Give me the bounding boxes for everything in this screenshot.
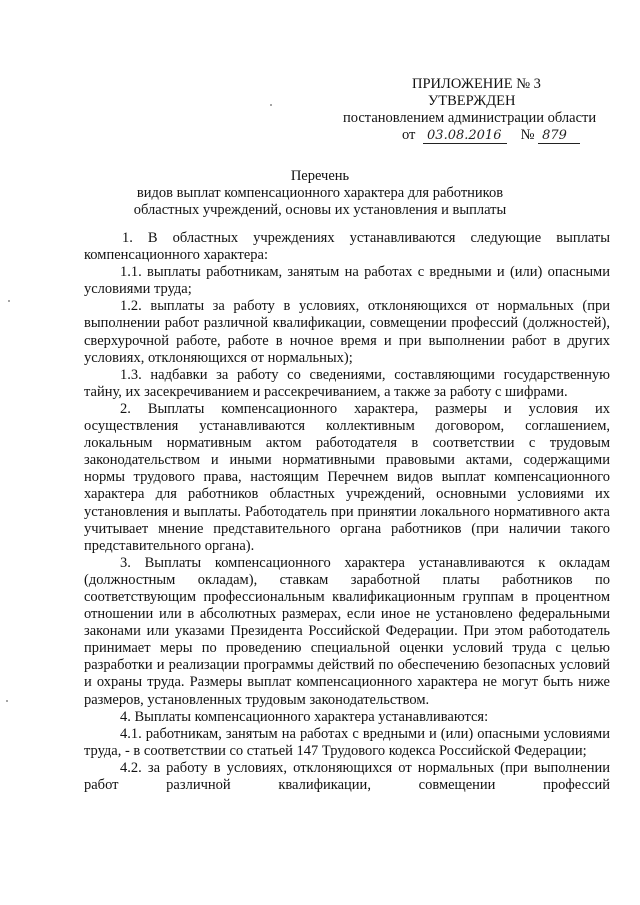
paragraph-4-1: 4.1. работникам, занятым на работах с вредными и (или) опасными условиями труда, - в соответствии со статьей 147 Трудового кодекса Российской Федерации; bbox=[84, 725, 610, 759]
scan-speck bbox=[270, 104, 272, 106]
appendix-label: ПРИЛОЖЕНИЕ № 3 bbox=[412, 76, 541, 92]
title-heading: Перечень bbox=[290, 168, 350, 184]
paragraph-4-2: 4.2. за работу в условиях, отклоняющихся от нормальных (при выполнении работ различной квалификации, совмещении профессий bbox=[84, 759, 610, 793]
scan-speck bbox=[6, 700, 8, 702]
paragraph-2: 2. Выплаты компенсационного характера, размеры и условия их осуществления устанавливаются коллективным договором, соглашением, локальным нормативным актом работодателя в соответствии с трудовым законодательством и иными нормативными правовыми актами, содержащими нормы трудового права, настоящим Перечнем видов выплат компенсационного характера для работников областных учреждений, основными условиями их установления и выплаты. Работодатель при принятии локального нормативного акта учитывает мнение представительного органа работников (при наличии такого представительного органа). bbox=[84, 400, 610, 554]
approved-label: УТВЕРЖДЕН bbox=[428, 93, 516, 109]
paragraph-1-2: 1.2. выплаты за работу в условиях, отклоняющихся от нормальных (при выполнении работ различной квалификации, совмещении профессий (должностей), сверхурочной работе, работе в ночное время и при выполнении работ в других условиях, отклоняющихся от нормальных); bbox=[84, 298, 610, 366]
document-body bbox=[84, 230, 610, 794]
paragraph-1-3: 1.3. надбавки за работу со сведениями, составляющими государственную тайну, их засекречиванием и рассекречиванием, а также за работу с шифрами. bbox=[84, 366, 610, 400]
paragraph-1: 1. В областных учреждениях устанавливаются следующие выплаты компенсационного характера: bbox=[84, 230, 610, 264]
handwritten-date: 03.08.2016 bbox=[423, 129, 507, 144]
paragraph-4: 4. Выплаты компенсационного характера устанавливаются: bbox=[120, 708, 489, 725]
resolution-text: постановлением администрации области bbox=[343, 110, 597, 126]
paragraph-1-1: 1.1. выплаты работникам, занятым на работах с вредными и (или) опасными условиями труда; bbox=[84, 264, 610, 298]
handwritten-number: 879 bbox=[538, 129, 580, 144]
title-line-2: видов выплат компенсационного характера для работников bbox=[136, 185, 504, 201]
number-label: № bbox=[520, 127, 535, 143]
title-line-3: областных учреждений, основы их установления и выплаты bbox=[133, 202, 507, 218]
scan-speck bbox=[8, 300, 10, 302]
paragraph-3: 3. Выплаты компенсационного характера устанавливаются к окладам (должностным окладам), ставкам заработной платы работников по соответствующим профессиональным квалификационным группам в процентном отношении или в абсолютных размерах, если иное не установлено федеральными законами или указами Президента Российской Федерации. При этом работодатель принимает меры по проведению специальной оценки условий труда с целью разработки и реализации программы действий по обеспечению безопасных условий и охраны труда. Размеры выплат компенсационного характера не могут быть ниже размеров, установленных трудовым законодательством. bbox=[84, 554, 610, 708]
date-line bbox=[402, 126, 580, 144]
from-label: от bbox=[402, 127, 416, 143]
